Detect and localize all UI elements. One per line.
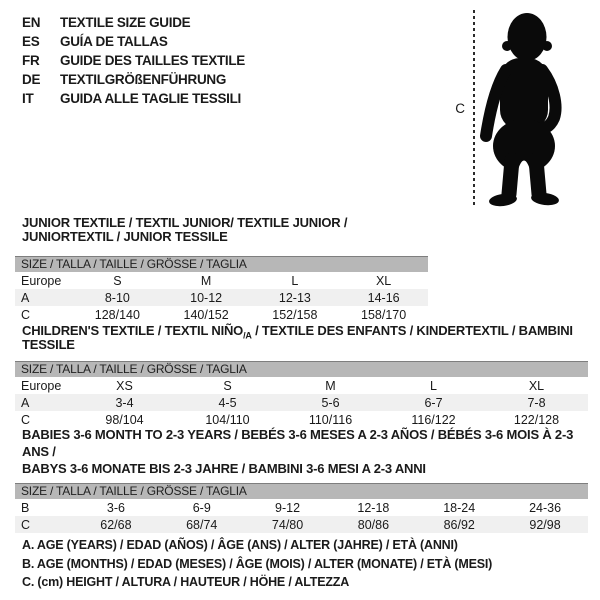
footnote-c: C. (cm) HEIGHT / ALTURA / HAUTEUR / HÖHE / ALTEZZA [22, 575, 350, 589]
table-cell: 80/86 [357, 517, 390, 532]
table-cell: 3-6 [106, 500, 125, 515]
table-cell: 62/68 [100, 517, 132, 532]
footnote-a: A. AGE (YEARS) / EDAD (AÑOS) / ÂGE (ANS) / ALTER (JAHRE) / ETÀ (ANNI) [22, 538, 458, 552]
table-cell: 14-16 [367, 290, 400, 305]
table-cell: 122/128 [513, 412, 560, 427]
table-title: CHILDREN'S TEXTILE / TEXTIL $NIÑO_{/A}$ / TEXTILE DES ENFANTS / KINDERTEXTIL / BAMBINI TESSILE [22, 323, 573, 352]
table-body [15, 499, 588, 533]
language-label: TEXTILE SIZE GUIDE [60, 15, 191, 30]
table-cell: 104/110 [205, 412, 250, 427]
height-dotted-line [473, 10, 475, 206]
row-label: C [21, 412, 31, 427]
height-marker-label: C [455, 101, 465, 116]
table-cell: 6-7 [424, 395, 443, 410]
table-cell: XL [375, 273, 392, 288]
table-cell: 68/74 [186, 517, 218, 532]
table-cell: L [430, 378, 437, 393]
table-cell: 74/80 [271, 517, 304, 532]
language-code: IT [22, 91, 34, 106]
language-row [22, 51, 245, 70]
size-header-label: SIZE / TALLA / TAILLE / GRÖSSE / TAGLIA [21, 257, 247, 271]
size-header-label: SIZE / TALLA / TAILLE / GRÖSSE / TAGLIA [21, 362, 247, 376]
language-code: DE [22, 72, 41, 87]
table-body [15, 272, 428, 323]
language-label: GUIDA ALLE TAGLIE TESSILI [60, 91, 241, 106]
table-body [15, 377, 588, 428]
table-row [15, 377, 588, 394]
language-row [22, 32, 245, 51]
row-label: A [21, 290, 30, 305]
row-label: B [21, 500, 30, 515]
size-table-header [15, 256, 428, 272]
language-code: ES [22, 34, 40, 49]
table-title: JUNIOR TEXTILE / TEXTIL JUNIOR/ TEXTILE JUNIOR / JUNIORTEXTIL / JUNIOR TESSILE [22, 215, 348, 244]
footnote-legend [22, 536, 492, 592]
table-cell: 18-24 [443, 500, 476, 515]
children-textile-section [15, 324, 588, 428]
language-row [22, 13, 245, 32]
table-cell: 7-8 [527, 395, 546, 410]
babies-textile-section [15, 426, 588, 533]
table-cell: 152/158 [272, 307, 318, 322]
language-row [22, 70, 245, 89]
language-list [22, 13, 245, 108]
table-title: BABIES 3-6 MONTH TO 2-3 YEARS / BEBÉS 3-6 MESES A 2-3 AÑOS / BÉBÉS 3-6 MOIS À 2-3 ANS / BABYS 3-6 MONATE BIS 2-3 JAHRE / BAMBINI 3-6 MESI A 2-3 ANNI [22, 427, 574, 476]
table-row [15, 306, 428, 323]
table-cell: 110/116 [308, 412, 353, 427]
row-label: Europe [21, 273, 62, 288]
table-cell: XL [528, 378, 545, 393]
row-label: C [21, 517, 31, 532]
table-cell: S [113, 273, 122, 288]
table-cell: 92/98 [529, 517, 561, 532]
language-label: TEXTILGRÖßENFÜHRUNG [60, 72, 227, 87]
junior-textile-section [15, 216, 428, 323]
table-row [15, 272, 428, 289]
table-row [15, 394, 588, 411]
table-cell: 116/122 [411, 412, 456, 427]
table-cell: 4-5 [218, 395, 237, 410]
row-label: Europe [21, 378, 62, 393]
table-cell: 140/152 [183, 307, 229, 322]
row-label: A [21, 395, 30, 410]
size-table-header [15, 361, 588, 377]
table-row [15, 499, 588, 516]
table-cell: 86/92 [443, 517, 475, 532]
table-cell: 6-9 [192, 500, 211, 515]
language-code: EN [22, 15, 41, 30]
language-code: FR [22, 53, 40, 68]
row-label: C [21, 307, 31, 322]
table-cell: M [325, 378, 336, 393]
footnote-b: B. AGE (MONTHS) / EDAD (MESES) / ÂGE (MOIS) / ALTER (MONATE) / ETÀ (MESI) [22, 556, 493, 571]
table-cell: 9-12 [275, 500, 301, 515]
table-cell: 5-6 [321, 395, 340, 410]
table-cell: 12-13 [278, 290, 311, 305]
table-cell: S [223, 378, 232, 393]
table-cell: 8-10 [104, 290, 130, 305]
table-cell: L [291, 273, 299, 288]
language-label: GUÍA DE TALLAS [60, 34, 168, 49]
table-cell: XS [116, 378, 133, 393]
table-cell: 3-4 [115, 395, 134, 410]
size-header-label: SIZE / TALLA / TAILLE / GRÖSSE / TAGLIA [21, 484, 247, 498]
table-cell: 10-12 [190, 290, 223, 305]
table-cell: 128/140 [94, 307, 140, 322]
size-table [15, 256, 428, 323]
table-row [15, 289, 428, 306]
table-row [15, 516, 588, 533]
table-cell: 98/104 [105, 412, 144, 427]
size-table [15, 483, 588, 533]
toddler-silhouette-icon [478, 8, 570, 210]
table-cell: M [200, 273, 212, 288]
size-table [15, 361, 588, 428]
table-cell: 12-18 [357, 500, 390, 515]
table-cell: 158/170 [361, 307, 407, 322]
language-label: GUIDE DES TAILLES TEXTILE [60, 53, 246, 68]
table-cell: 24-36 [529, 500, 562, 515]
size-table-header [15, 483, 588, 499]
language-row [22, 89, 245, 108]
